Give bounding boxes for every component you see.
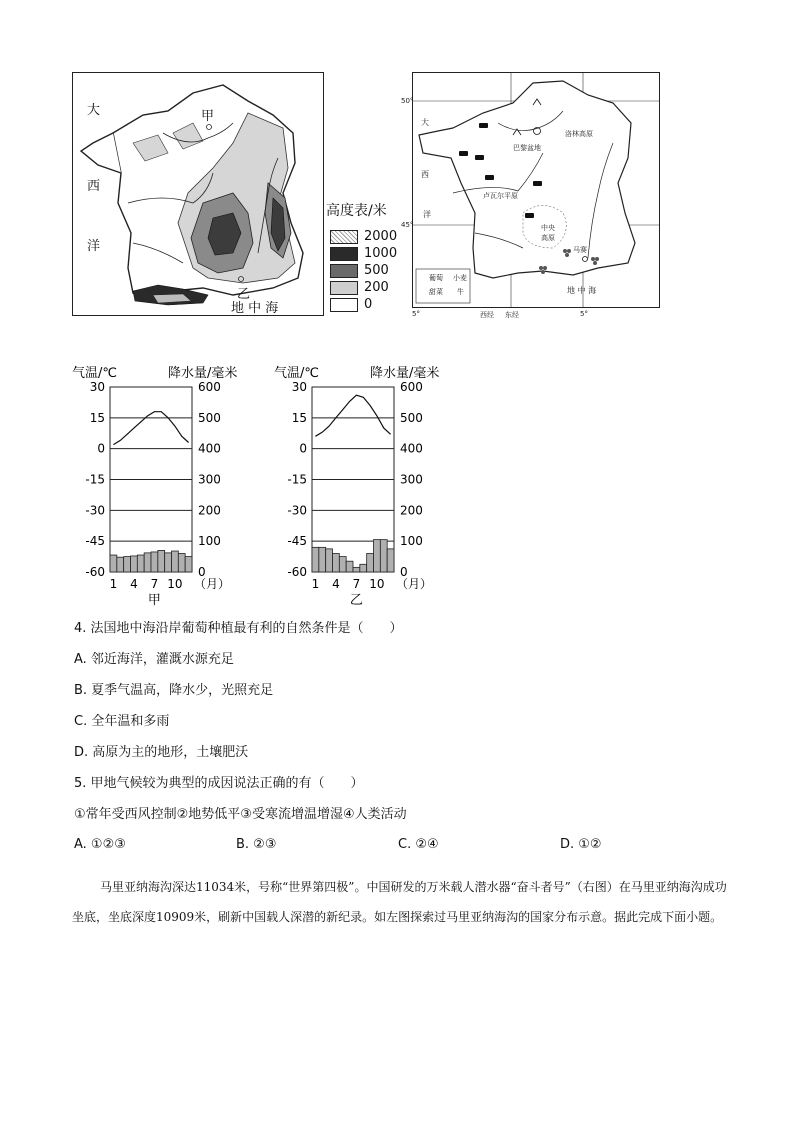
- legend-label-2000: 2000: [364, 229, 398, 244]
- legend-label-0: 0: [364, 297, 373, 312]
- precip-tick-label: 200: [400, 503, 423, 518]
- marseille-marker: [583, 257, 588, 262]
- france-relief-map: [72, 72, 324, 316]
- map1-jia-label: 甲: [201, 109, 215, 124]
- temp-tick-label: -30: [85, 503, 105, 518]
- q4-option-c[interactable]: C. 全年温和多雨: [74, 714, 170, 729]
- agri-map-svg: [413, 73, 659, 307]
- q5-option-c[interactable]: C. ②④: [398, 837, 439, 852]
- precip-axis-title: 降水量/毫米: [370, 366, 440, 381]
- relief-map-svg: [73, 73, 323, 315]
- month-tick-label: 7: [150, 577, 159, 591]
- map2-sea-label: 地 中 海: [567, 286, 597, 295]
- temp-tick-label: -15: [287, 472, 307, 487]
- legend-swatch-500: [330, 264, 358, 278]
- temp-tick-label: -60: [85, 565, 105, 579]
- precip-bar: [110, 555, 117, 572]
- temperature-line: [113, 412, 188, 445]
- legend-beet: 甜菜: [429, 288, 443, 296]
- temp-tick-label: 0: [97, 441, 105, 456]
- temp-tick-label: 15: [291, 410, 307, 425]
- climate-chart-jia: [70, 362, 260, 612]
- temp-tick-label: 30: [89, 380, 105, 394]
- q4-option-a[interactable]: A. 邻近海洋，灌溉水源充足: [74, 652, 234, 667]
- map1-ocean-label-3: 洋: [87, 239, 101, 254]
- precip-bar: [374, 540, 381, 572]
- precip-bar: [360, 564, 367, 572]
- chart-name-label: 乙: [349, 593, 363, 608]
- central-label-2: 高原: [541, 234, 555, 242]
- climate-chart-yi-svg: [272, 362, 468, 612]
- temp-tick-label: 15: [89, 410, 105, 425]
- month-tick-label: 1: [311, 577, 320, 591]
- precip-tick-label: 100: [198, 534, 221, 549]
- lat-50-label: 50°: [401, 97, 414, 105]
- precip-bar: [151, 552, 158, 572]
- temp-axis-title: 气温/℃: [72, 366, 117, 381]
- legend-wheat: 小麦: [453, 274, 467, 282]
- legend-label-500: 500: [364, 263, 389, 278]
- precip-bar: [312, 547, 319, 572]
- precip-tick-label: 400: [198, 441, 221, 456]
- precip-bar: [353, 567, 360, 572]
- temp-tick-label: -45: [287, 534, 307, 549]
- month-unit-label: （月）: [396, 577, 433, 591]
- precip-bar: [158, 550, 165, 572]
- precip-tick-label: 600: [198, 380, 221, 394]
- precip-bar: [172, 551, 179, 572]
- loire-plain-label: 卢瓦尔平原: [483, 192, 518, 200]
- map1-yi-label: 乙: [237, 287, 251, 302]
- legend-label-1000: 1000: [364, 246, 398, 261]
- precip-bar: [333, 554, 340, 573]
- lon-e5-label: 5°: [580, 310, 588, 318]
- precip-tick-label: 300: [400, 472, 423, 487]
- legend-swatch-0: [330, 298, 358, 312]
- map1-ocean-label-1: 大: [87, 103, 101, 118]
- precip-tick-label: 300: [198, 472, 221, 487]
- map1-ocean-label-2: 西: [87, 179, 101, 194]
- legend-swatch-1000: [330, 247, 358, 261]
- question-5: 5. 甲地气候较为典型的成因说法正确的有（ ）: [74, 776, 364, 791]
- climate-chart-yi: [272, 362, 468, 612]
- elevation-legend: [326, 200, 406, 316]
- precip-tick-label: 0: [400, 565, 408, 579]
- legend-title: 高度表/米: [326, 203, 387, 219]
- precip-bar: [326, 549, 333, 572]
- france-agriculture-map: [401, 72, 660, 308]
- precip-bar: [144, 553, 151, 572]
- temp-tick-label: -15: [85, 472, 105, 487]
- climate-chart-jia-svg: [70, 362, 260, 612]
- month-tick-label: 10: [167, 577, 183, 591]
- q5-option-d[interactable]: D. ①②: [560, 837, 602, 852]
- precip-axis-title: 降水量/毫米: [168, 366, 238, 381]
- lon-w-label: 5°: [412, 310, 420, 318]
- month-tick-label: 10: [369, 577, 385, 591]
- month-tick-label: 7: [352, 577, 361, 591]
- precip-bar: [117, 557, 124, 572]
- question-4: 4. 法国地中海沿岸葡萄种植最有利的自然条件是（ ）: [74, 621, 403, 636]
- precip-bar: [367, 554, 374, 573]
- precip-bar: [124, 557, 131, 572]
- precip-bar: [339, 557, 346, 572]
- precip-tick-label: 600: [400, 380, 423, 394]
- precip-bar: [346, 561, 353, 572]
- map2-ocean-2: 西: [421, 170, 429, 179]
- paris-basin-label: 巴黎盆地: [513, 144, 541, 152]
- precip-tick-label: 200: [198, 503, 221, 518]
- temp-tick-label: -30: [287, 503, 307, 518]
- month-tick-label: 4: [130, 577, 138, 591]
- legend-grape: 葡萄: [429, 274, 443, 282]
- temp-tick-label: -45: [85, 534, 105, 549]
- temp-tick-label: 30: [291, 380, 307, 394]
- precip-bar: [319, 547, 326, 572]
- lorraine-label: 洛林高原: [565, 130, 593, 138]
- precip-bar: [387, 549, 394, 572]
- precip-bar: [178, 554, 185, 573]
- q5-option-a[interactable]: A. ①②③: [74, 837, 126, 852]
- lon-west-label: 西经: [480, 311, 494, 319]
- precip-bar: [380, 540, 387, 572]
- legend-swatch-200: [330, 281, 358, 295]
- map2-ocean-3: 洋: [423, 210, 431, 219]
- mariana-passage: 马里亚纳海沟深达11034米，号称“世界第四极”。中国研发的万米载人潜水器“奋斗者号”（右图）在马里亚纳海沟成功坐底，坐底深度10909米，刷新中国载人深潜的新纪录。如左图探索过马里亚纳海沟的国家分布示意。据此完成下面小题。: [72, 880, 727, 924]
- precip-tick-label: 400: [400, 441, 423, 456]
- legend-label-200: 200: [364, 280, 389, 295]
- central-label: 中央: [541, 224, 555, 232]
- precip-bar: [165, 553, 172, 572]
- chart-name-label: 甲: [147, 593, 161, 608]
- q5-statements: ①常年受西风控制②地势低平③受寒流增温增湿④人类活动: [74, 807, 407, 822]
- temperature-line: [315, 395, 390, 436]
- precip-tick-label: 500: [198, 410, 221, 425]
- legend-cattle: 牛: [457, 288, 464, 296]
- precip-tick-label: 0: [198, 565, 206, 579]
- lat-45-label: 45°: [401, 221, 414, 229]
- legend-swatch-2000: [330, 230, 358, 244]
- map1-sea-label: 地 中 海: [231, 301, 279, 316]
- precip-bar: [131, 556, 138, 572]
- precip-tick-label: 100: [400, 534, 423, 549]
- q4-option-b[interactable]: B. 夏季气温高，降水少，光照充足: [74, 683, 274, 698]
- precip-bar: [185, 557, 192, 572]
- month-tick-label: 1: [109, 577, 118, 591]
- month-unit-label: （月）: [194, 577, 231, 591]
- marseille-label: 马赛: [573, 246, 587, 254]
- precip-tick-label: 500: [400, 410, 423, 425]
- lon-east-label: 东经: [505, 311, 519, 319]
- temp-axis-title: 气温/℃: [274, 366, 319, 381]
- temp-tick-label: -60: [287, 565, 307, 579]
- q4-option-d[interactable]: D. 高原为主的地形，土壤肥沃: [74, 745, 249, 760]
- precip-bar: [137, 555, 144, 572]
- temp-tick-label: 0: [299, 441, 307, 456]
- q5-option-b[interactable]: B. ②③: [236, 837, 277, 852]
- map2-ocean-1: 大: [421, 118, 429, 127]
- month-tick-label: 4: [332, 577, 340, 591]
